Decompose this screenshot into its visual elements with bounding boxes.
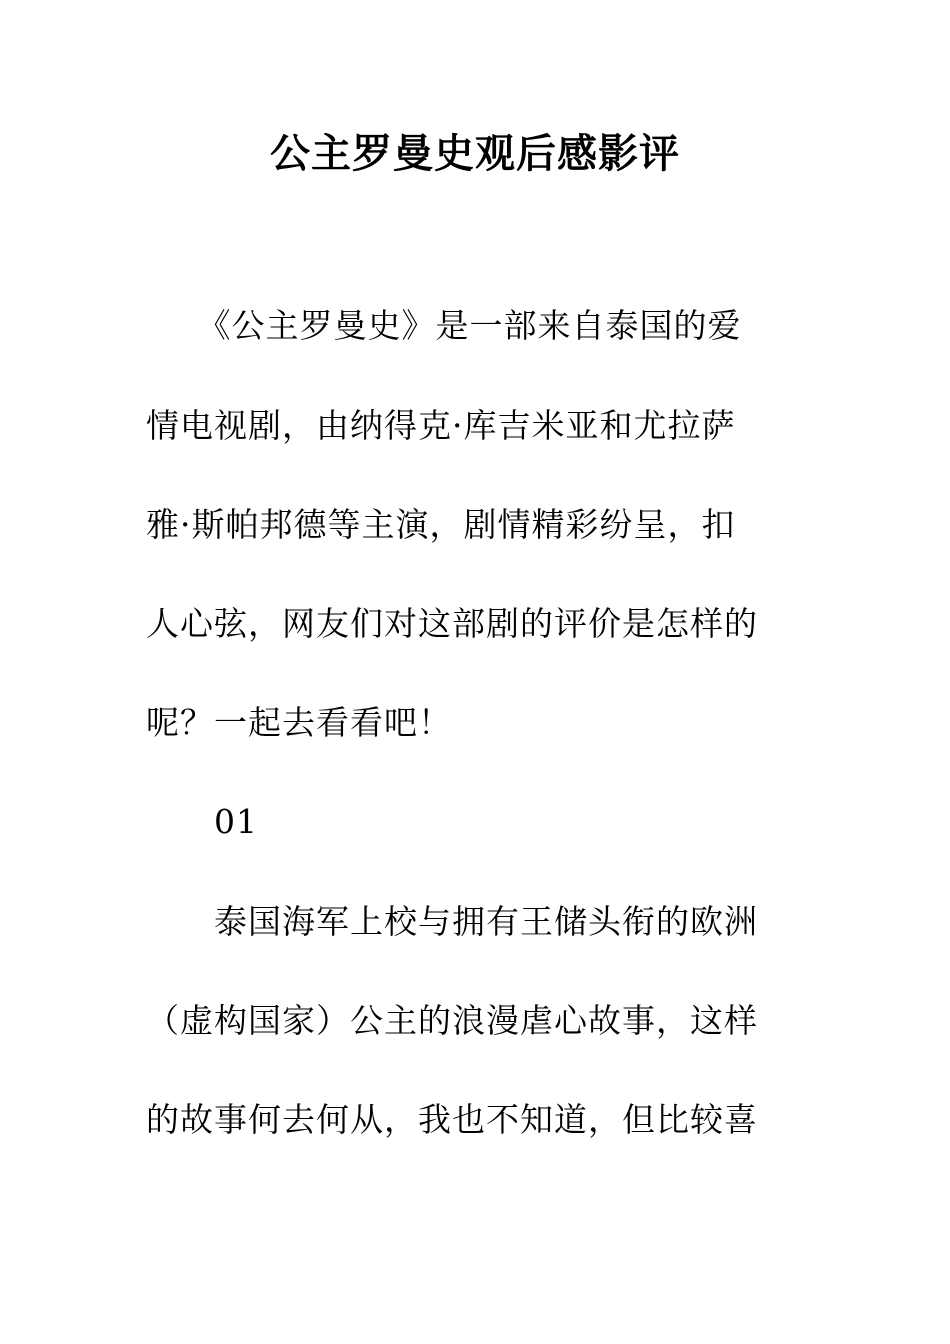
paragraph-line: 的故事何去何从，我也不知道，但比较喜 <box>146 1100 758 1139</box>
paragraph-line: 泰国海军上校与拥有王储头衔的欧洲 <box>146 902 758 941</box>
paragraph-line: 情电视剧，由纳得克·库吉米亚和尤拉萨 <box>146 406 736 445</box>
paragraph-line: 人心弦，网友们对这部剧的评价是怎样的 <box>146 604 758 643</box>
document-title: 公主罗曼史观后感影评 <box>270 130 680 177</box>
paragraph-line: 呢？一起去看看吧！ <box>146 703 452 742</box>
section-number: 01 <box>146 802 258 841</box>
paragraph-line: 雅·斯帕邦德等主演，剧情精彩纷呈，扣 <box>146 505 736 544</box>
paragraph-line: 《公主罗曼史》是一部来自泰国的爱 <box>146 306 742 345</box>
paragraph-line: （虚构国家）公主的浪漫虐心故事，这样 <box>146 1001 758 1040</box>
